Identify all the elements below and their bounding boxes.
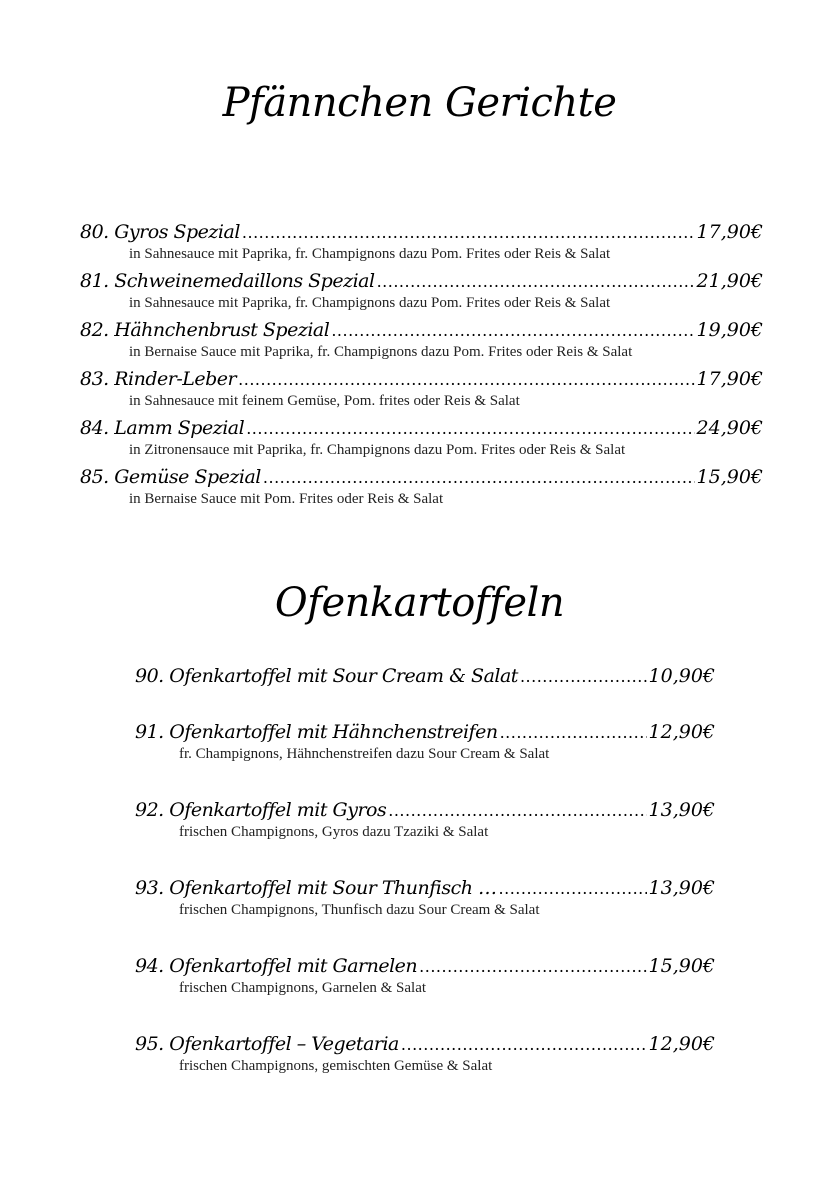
menu-item-description: fr. Champignons, Hähnchenstreifen dazu Sour Cream & Salat xyxy=(179,746,550,762)
menu-item-name: 92. Ofenkartoffel mit Gyros xyxy=(135,799,387,821)
menu-item-price: 12,90€ xyxy=(648,1033,715,1055)
menu-item-name: 82. Hähnchenbrust Spezial xyxy=(80,319,330,341)
menu-item-price: 17,90€ xyxy=(696,221,763,243)
menu-item-price: 17,90€ xyxy=(696,368,763,390)
menu-item-description: in Bernaise Sauce mit Pom. Frites oder Reis & Salat xyxy=(129,491,444,507)
menu-item-93 xyxy=(135,876,715,919)
dot-leader xyxy=(246,417,694,441)
menu-item-price: 19,90€ xyxy=(696,319,763,341)
menu-item-91 xyxy=(135,720,715,763)
menu-item-description: frischen Champignons, Gyros dazu Tzaziki & Salat xyxy=(179,824,489,840)
menu-item-price: 13,90€ xyxy=(648,799,715,821)
dot-leader xyxy=(499,877,647,901)
section-title-ofenkartoffeln: Ofenkartoffeln xyxy=(274,580,565,626)
dot-leader xyxy=(500,721,647,745)
menu-item-name: 90. Ofenkartoffel mit Sour Cream & Salat xyxy=(135,665,518,687)
menu-item-description: in Zitronensauce mit Paprika, fr. Champignons dazu Pom. Frites oder Reis & Salat xyxy=(129,442,626,458)
menu-item-price: 13,90€ xyxy=(648,877,715,899)
dot-leader xyxy=(238,368,694,392)
menu-item-name: 84. Lamm Spezial xyxy=(80,417,245,439)
menu-item-name: 80. Gyros Spezial xyxy=(80,221,240,243)
menu-item-name: 94. Ofenkartoffel mit Garnelen xyxy=(135,955,418,977)
menu-item-85 xyxy=(80,465,763,508)
menu-item-price: 10,90€ xyxy=(648,665,715,687)
menu-item-description: in Sahnesauce mit feinem Gemüse, Pom. frites oder Reis & Salat xyxy=(129,393,520,409)
section-title-pfannchen-gerichte: Pfännchen Gerichte xyxy=(222,80,617,126)
menu-item-price: 24,90€ xyxy=(696,417,763,439)
dot-leader xyxy=(401,1033,647,1057)
dot-leader xyxy=(377,270,695,294)
menu-item-description: frischen Champignons, Thunfisch dazu Sour Cream & Salat xyxy=(179,902,540,918)
menu-item-name: 93. Ofenkartoffel mit Sour Thunfisch … xyxy=(135,877,497,899)
dot-leader xyxy=(419,955,646,979)
menu-item-95 xyxy=(135,1032,715,1075)
menu-item-price: 15,90€ xyxy=(696,466,763,488)
menu-item-description: frischen Champignons, gemischten Gemüse & Salat xyxy=(179,1058,493,1074)
menu-item-price: 21,90€ xyxy=(696,270,763,292)
menu-item-83 xyxy=(80,367,763,410)
menu-item-name: 95. Ofenkartoffel – Vegetaria xyxy=(135,1033,399,1055)
menu-item-84 xyxy=(80,416,763,459)
menu-item-name: 85. Gemüse Spezial xyxy=(80,466,261,488)
menu-item-82 xyxy=(80,318,763,361)
menu-item-price: 12,90€ xyxy=(648,721,715,743)
dot-leader xyxy=(242,221,695,245)
menu-item-94 xyxy=(135,954,715,997)
menu-item-92 xyxy=(135,798,715,841)
menu-item-name: 91. Ofenkartoffel mit Hähnchenstreifen xyxy=(135,721,498,743)
menu-item-description: in Sahnesauce mit Paprika, fr. Champignons dazu Pom. Frites oder Reis & Salat xyxy=(129,295,611,311)
menu-item-price: 15,90€ xyxy=(648,955,715,977)
dot-leader xyxy=(263,466,695,490)
menu-item-80 xyxy=(80,220,763,263)
menu-item-description: in Sahnesauce mit Paprika, fr. Champignons dazu Pom. Frites oder Reis & Salat xyxy=(129,246,611,262)
dot-leader xyxy=(388,799,646,823)
dot-leader xyxy=(331,319,694,343)
menu-item-81 xyxy=(80,269,763,312)
menu-item-name: 81. Schweinemedaillons Spezial xyxy=(80,270,375,292)
menu-item-description: frischen Champignons, Garnelen & Salat xyxy=(179,980,427,996)
menu-item-name: 83. Rinder-Leber xyxy=(80,368,237,390)
menu-item-description: in Bernaise Sauce mit Paprika, fr. Champignons dazu Pom. Frites oder Reis & Salat xyxy=(129,344,633,360)
menu-item-90 xyxy=(135,664,715,689)
dot-leader xyxy=(520,665,647,689)
